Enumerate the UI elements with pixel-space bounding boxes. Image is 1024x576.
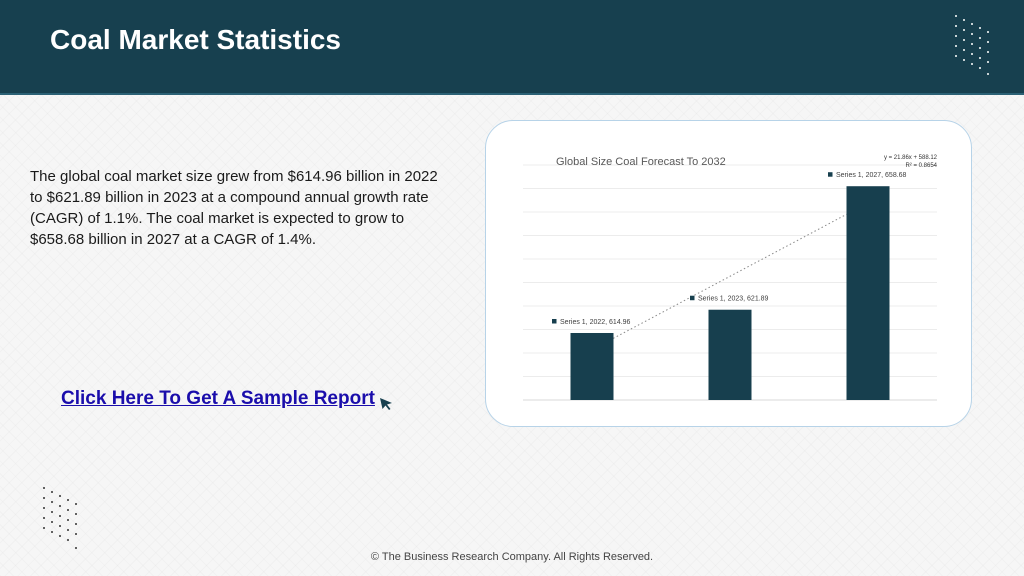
data-label-2022: Series 1, 2022, 614.96 — [560, 318, 631, 326]
data-label-2027: Series 1, 2027, 658.68 — [836, 172, 907, 180]
data-label-marker — [690, 296, 695, 301]
decorative-dots-icon — [948, 12, 998, 82]
bar-2027 — [847, 186, 890, 400]
bar-2023 — [709, 310, 752, 400]
data-label-marker — [552, 319, 557, 324]
trendline-r2: R² = 0.8654 — [905, 163, 937, 169]
mouse-pointer-icon — [378, 396, 394, 412]
market-summary-text: The global coal market size grew from $614.96 billion in 2022 to $621.89 billion in 2023 at a compound annual growth rate (CAGR) of 1.1%. The coal market is expected to grow to $658.68 billion in 2027 at a CAGR of 1.4%. — [30, 168, 438, 248]
trendline-equation: y = 21.86x + 588.12 — [883, 155, 937, 161]
page-title: Coal Market Statistics — [50, 24, 341, 55]
chart-bars — [571, 186, 890, 400]
decorative-dots-icon — [38, 484, 88, 556]
data-label-2023: Series 1, 2023, 621.89 — [698, 295, 769, 303]
coal-forecast-chart — [486, 121, 973, 428]
chart-card — [485, 120, 972, 427]
chart-title: Global Size Coal Forecast To 2032 — [556, 156, 726, 168]
data-label-marker — [828, 172, 833, 177]
header-bar — [0, 0, 1024, 95]
sample-report-link[interactable]: Click Here To Get A Sample Report — [61, 388, 375, 409]
footer-copyright: © The Business Research Company. All Rights Reserved. — [370, 551, 654, 563]
bar-2022 — [571, 333, 614, 400]
